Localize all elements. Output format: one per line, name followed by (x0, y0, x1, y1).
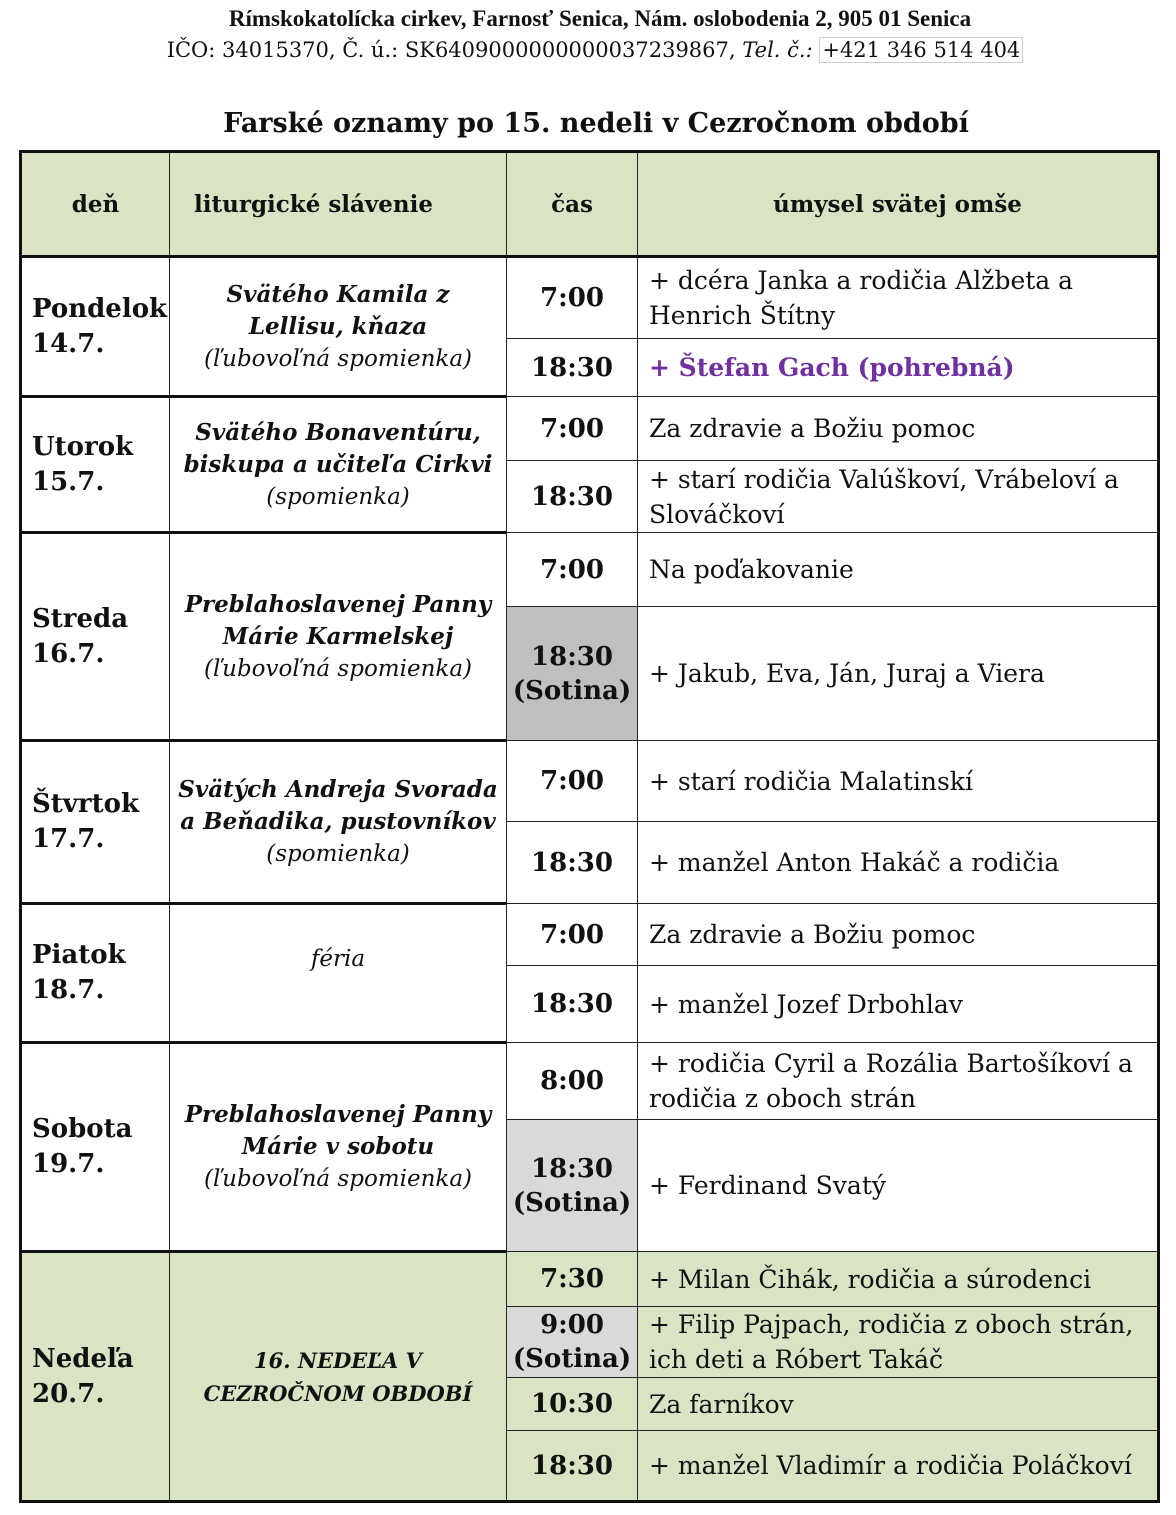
table-row (21, 533, 1159, 607)
mass-intention: + rodičia Cyril a Rozália Bartošíkoví a rodičia z oboch strán (638, 1043, 1159, 1120)
mass-time: 7:00 (507, 741, 638, 822)
day-name: Štvrtok (32, 789, 139, 819)
phone-label: Tel. č.: (742, 38, 813, 62)
column-header-time: čas (507, 152, 638, 257)
day-date: 14.7. (32, 328, 105, 359)
mass-intention: + manžel Vladimír a rodičia Poláčkoví (638, 1431, 1159, 1502)
mass-time-value: 9:00 (540, 1310, 604, 1340)
mass-intention-funeral: + Štefan Gach (pohrebná) (638, 339, 1159, 397)
mass-time: 10:30 (507, 1378, 638, 1431)
liturgy-rank: féria (310, 946, 366, 972)
phone-number[interactable]: +421 346 514 404 (819, 37, 1023, 63)
mass-intention: Za farníkov (638, 1378, 1159, 1431)
mass-location-note: (Sotina) (512, 1344, 632, 1374)
mass-time: 18:30 (507, 822, 638, 904)
liturgy-rank: (ľubovoľná spomienka) (203, 1166, 473, 1192)
liturgy-cell (170, 904, 507, 1043)
mass-time: 18:30 (507, 1431, 638, 1502)
day-name: Streda (32, 603, 129, 634)
liturgy-rank: (spomienka) (266, 483, 410, 510)
day-cell (21, 904, 170, 1043)
parish-ids (0, 38, 1176, 62)
mass-time: 8:00 (507, 1043, 638, 1120)
day-name: Nedeľa (32, 1343, 134, 1374)
day-date: 19.7. (32, 1149, 105, 1179)
liturgy-cell (170, 257, 507, 397)
mass-time: 18:30 (507, 461, 638, 533)
mass-time: 7:00 (507, 533, 638, 607)
day-name: Sobota (32, 1114, 133, 1144)
parish-ico-account: IČO: 34015370, Č. ú.: SK6409000000000037239867, (166, 38, 736, 62)
mass-intention: Za zdravie a Božiu pomoc (638, 904, 1159, 966)
liturgy-cell (170, 741, 507, 904)
mass-time: 18:30 (507, 966, 638, 1043)
mass-intention: + starí rodičia Valúškoví, Vrábeloví a Slováčkoví (638, 461, 1159, 533)
parish-name: Rímskokatolícka cirkev, Farnosť Senica, Nám. oslobodenia 2, 905 01 Senica (228, 6, 972, 31)
liturgy-rank: (ľubovoľná spomienka) (203, 345, 473, 372)
column-header-intention: úmysel svätej omše (638, 152, 1159, 257)
liturgy-name: Svätých Andreja Svorada a Beňadika, pustovníkov (178, 776, 498, 835)
liturgy-cell (170, 397, 507, 533)
column-header-liturgy: liturgické slávenie (170, 152, 507, 257)
mass-intention: + Jakub, Eva, Ján, Juraj a Viera (638, 607, 1159, 741)
page-title: Farské oznamy po 15. nedeli v Cezročnom období (223, 108, 969, 139)
day-date: 16.7. (32, 638, 105, 669)
table-row (21, 397, 1159, 461)
mass-time-sotina (507, 607, 638, 741)
mass-intention: Za zdravie a Božiu pomoc (638, 397, 1159, 461)
liturgy-name: 16. NEDEĽA V CEZROČNOM OBDOBÍ (203, 1347, 473, 1406)
day-date: 15.7. (32, 466, 105, 497)
liturgy-name: Svätého Bonaventúru, biskupa a učiteľa Cirkvi (183, 418, 493, 478)
liturgy-rank: (spomienka) (266, 841, 410, 867)
day-date: 18.7. (32, 975, 105, 1005)
table-row (21, 1252, 1159, 1307)
mass-intention: + manžel Anton Hakáč a rodičia (638, 822, 1159, 904)
mass-intention: + starí rodičia Malatinskí (638, 741, 1159, 822)
mass-intention: Na poďakovanie (638, 533, 1159, 607)
mass-intention: + Filip Pajpach, rodičia z oboch strán, ich deti a Róbert Takáč (638, 1307, 1159, 1378)
liturgy-rank: (ľubovoľná spomienka) (203, 655, 473, 682)
mass-time: 7:00 (507, 904, 638, 966)
mass-time-value: 18:30 (531, 1153, 613, 1184)
mass-intention: + dcéra Janka a rodičia Alžbeta a Henrich Štítny (638, 257, 1159, 339)
day-name: Piatok (32, 940, 126, 970)
mass-time: 7:00 (507, 397, 638, 461)
liturgy-cell (170, 1252, 507, 1502)
mass-time-sotina (507, 1120, 638, 1252)
table-row (21, 257, 1159, 339)
mass-time: 18:30 (507, 339, 638, 397)
mass-intention: + manžel Jozef Drbohlav (638, 966, 1159, 1043)
column-header-day: deň (21, 152, 170, 257)
liturgy-cell (170, 1043, 507, 1252)
liturgy-cell (170, 533, 507, 741)
mass-intention: + Milan Čihák, rodičia a súrodenci (638, 1252, 1159, 1307)
day-name: Utorok (32, 431, 134, 462)
liturgy-name: Svätého Kamila z Lellisu, kňaza (226, 280, 450, 340)
liturgy-name: Preblahoslavenej Panny Márie Karmelskej (184, 590, 492, 650)
day-cell (21, 397, 170, 533)
mass-schedule-table (19, 150, 1160, 1503)
mass-time: 7:30 (507, 1252, 638, 1307)
table-row (21, 1043, 1159, 1120)
day-cell (21, 741, 170, 904)
liturgy-name: Preblahoslavenej Panny Márie v sobotu (184, 1101, 492, 1160)
day-cell (21, 1252, 170, 1502)
table-row (21, 904, 1159, 966)
table-header-row (21, 152, 1159, 257)
mass-location-note: (Sotina) (512, 1187, 632, 1218)
day-cell (21, 1043, 170, 1252)
day-date: 20.7. (32, 1378, 105, 1409)
day-cell (21, 257, 170, 397)
mass-time: 7:00 (507, 257, 638, 339)
day-date: 17.7. (32, 824, 105, 854)
mass-intention: + Ferdinand Svatý (638, 1120, 1159, 1252)
day-cell (21, 533, 170, 741)
mass-time-sotina (507, 1307, 638, 1378)
mass-time-value: 18:30 (531, 641, 613, 672)
day-name: Pondelok (32, 293, 168, 324)
mass-location-note: (Sotina) (512, 675, 632, 706)
table-row (21, 741, 1159, 822)
